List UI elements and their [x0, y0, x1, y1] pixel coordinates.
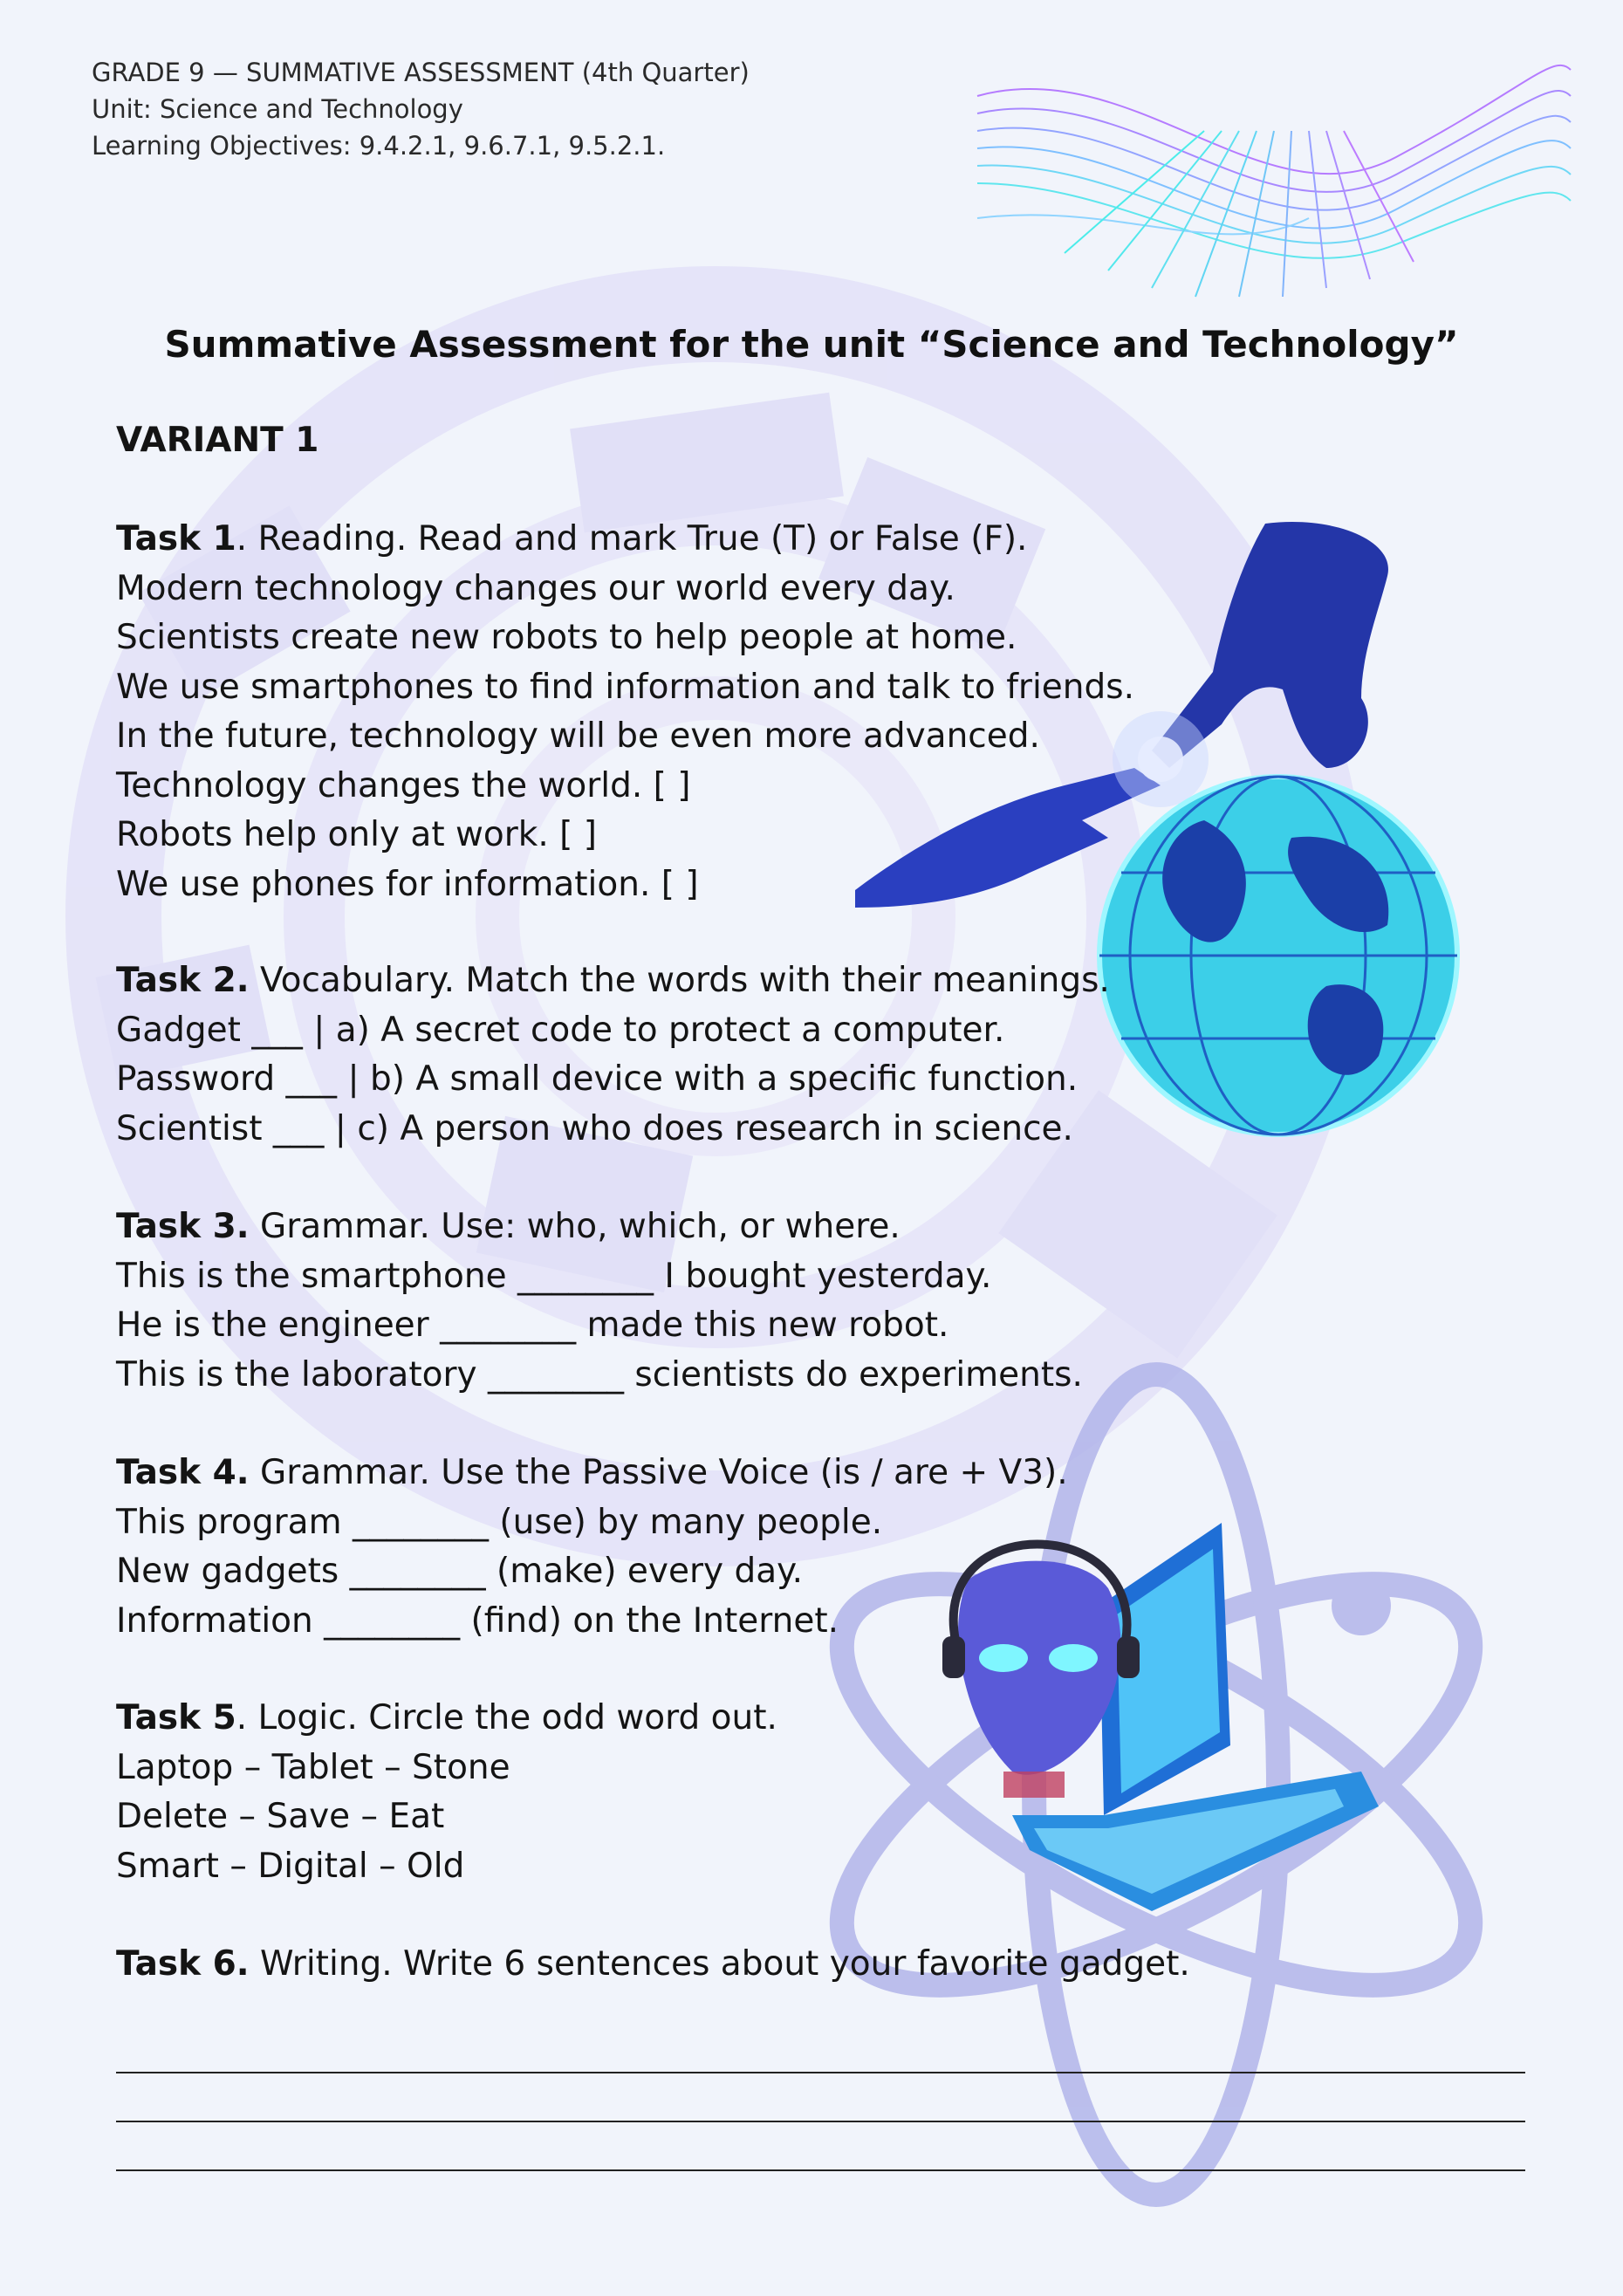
- header-grade: GRADE 9 — SUMMATIVE ASSESSMENT (4th Quarter): [92, 58, 750, 87]
- task-instruction: Vocabulary. Match the words with their meanings.: [249, 961, 1110, 1000]
- true-false-item: We use phones for information. [ ]: [116, 864, 699, 904]
- task-2: [116, 956, 1110, 1154]
- task-label: Task 3.: [116, 1207, 250, 1246]
- task-instruction: Grammar. Use: who, which, or where.: [249, 1207, 901, 1246]
- task-label: Task 2.: [116, 961, 250, 1000]
- writing-line[interactable]: [116, 2122, 1525, 2171]
- header-info: [92, 54, 750, 164]
- variant-label: VARIANT 1: [116, 421, 319, 460]
- matching-item: Password ___ | b) A small device with a specific function.: [116, 1059, 1079, 1099]
- task-label: Task 1: [116, 519, 236, 559]
- task-instruction: Grammar. Use the Passive Voice (is / are + V3).: [249, 1453, 1068, 1492]
- reading-sentence: In the future, technology will be even more advanced.: [116, 716, 1040, 756]
- task-6: [116, 1940, 1190, 1990]
- task-label: Task 6.: [116, 1944, 250, 1984]
- gap-fill-item: This is the smartphone ________ I bought yesterday.: [116, 1256, 992, 1296]
- task-instruction: . Reading. Read and mark True (T) or False (F).: [236, 519, 1028, 559]
- task-instruction: Writing. Write 6 sentences about your favorite gadget.: [249, 1944, 1190, 1984]
- true-false-item: Robots help only at work. [ ]: [116, 815, 598, 854]
- task-label: Task 5: [116, 1698, 236, 1737]
- task-heading: [116, 956, 1110, 1006]
- odd-word-item: Delete – Save – Eat: [116, 1797, 445, 1836]
- swirl-wave-graphic: [977, 65, 1571, 297]
- task-heading: [116, 1449, 1068, 1498]
- true-false-item: Technology changes the world. [ ]: [116, 765, 691, 805]
- task-heading: [116, 515, 1134, 565]
- task-3: [116, 1203, 1083, 1400]
- task-1: [116, 515, 1134, 909]
- odd-word-item: Smart – Digital – Old: [116, 1846, 465, 1886]
- writing-area[interactable]: [116, 2025, 1525, 2171]
- gap-fill-item: This is the laboratory ________ scientists do experiments.: [116, 1354, 1083, 1395]
- task-heading: [116, 1203, 1083, 1252]
- reading-sentence: Scientists create new robots to help people at home.: [116, 618, 1017, 657]
- reading-sentence: Modern technology changes our world every day.: [116, 568, 955, 608]
- passive-voice-item: This program ________ (use) by many people.: [116, 1502, 883, 1542]
- header-objectives: Learning Objectives: 9.4.2.1, 9.6.7.1, 9.5.2.1.: [92, 131, 666, 161]
- reading-sentence: We use smartphones to find information and talk to friends.: [116, 667, 1134, 707]
- globe-icon: [1099, 777, 1457, 1134]
- matching-item: Gadget ___ | a) A secret code to protect a computer.: [116, 1010, 1005, 1050]
- header-unit: Unit: Science and Technology: [92, 94, 463, 124]
- passive-voice-item: New gadgets ________ (make) every day.: [116, 1552, 804, 1591]
- task-heading: [116, 1940, 1190, 1990]
- matching-item: Scientist ___ | c) A person who does research in science.: [116, 1108, 1073, 1148]
- page-title: Summative Assessment for the unit “Science and Technology”: [164, 323, 1459, 366]
- writing-line[interactable]: [116, 2073, 1525, 2122]
- passive-voice-item: Information ________ (find) on the Internet.: [116, 1600, 839, 1641]
- task-4: [116, 1449, 1068, 1646]
- odd-word-item: Laptop – Tablet – Stone: [116, 1747, 510, 1787]
- task-instruction: . Logic. Circle the odd word out.: [236, 1698, 777, 1737]
- task-heading: [116, 1694, 777, 1744]
- writing-line[interactable]: [116, 2025, 1525, 2073]
- gap-fill-item: He is the engineer ________ made this new robot.: [116, 1306, 949, 1345]
- task-label: Task 4.: [116, 1453, 250, 1492]
- task-5: [116, 1694, 777, 1891]
